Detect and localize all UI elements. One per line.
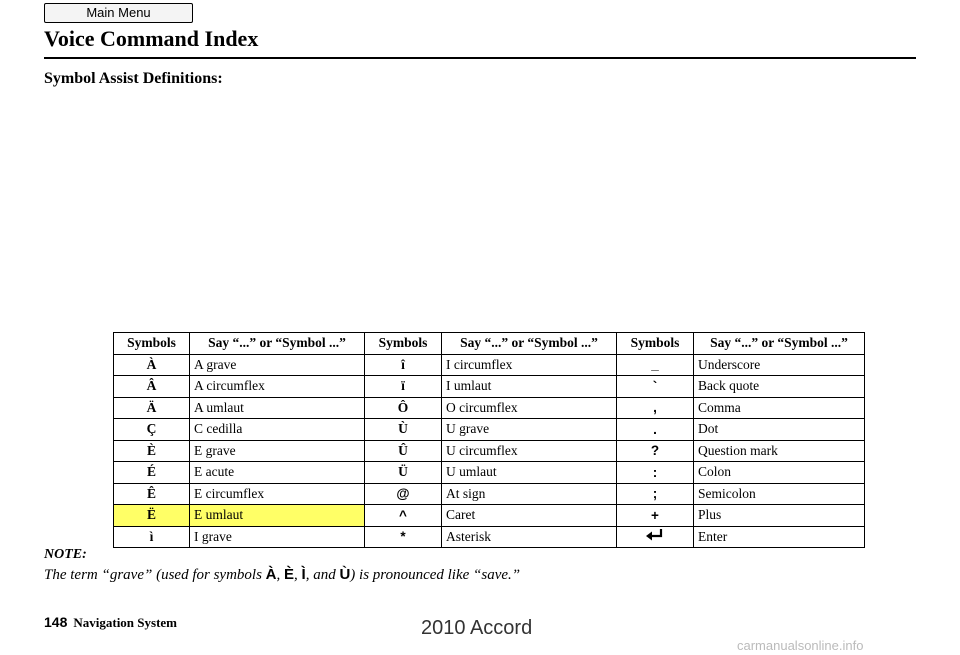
- note-symbol: Ì: [301, 566, 306, 583]
- symbol-cell: _: [617, 354, 694, 376]
- description-cell: Enter: [694, 526, 865, 548]
- note-text: [44, 566, 520, 584]
- description-cell: Underscore: [694, 354, 865, 376]
- table-row: [114, 419, 865, 441]
- symbol-cell: .: [617, 419, 694, 441]
- watermark-site: carmanualsonline.info: [737, 638, 864, 653]
- description-cell: Semicolon: [694, 483, 865, 505]
- note-separator: ,: [276, 567, 285, 583]
- description-cell-highlighted: E umlaut: [190, 505, 365, 527]
- note-symbol: Ù: [339, 566, 351, 583]
- symbol-cell: Â: [114, 376, 190, 398]
- symbol-cell: +: [617, 505, 694, 527]
- symbol-cell: È: [114, 440, 190, 462]
- description-cell: Comma: [694, 397, 865, 419]
- watermark-model: 2010 Accord: [421, 617, 533, 639]
- note-separator: , and: [305, 567, 340, 583]
- description-cell: I grave: [190, 526, 365, 548]
- description-cell: U grave: [442, 419, 617, 441]
- description-cell: U circumflex: [442, 440, 617, 462]
- symbol-cell: `: [617, 376, 694, 398]
- page-footer: [44, 614, 177, 631]
- symbol-cell: î: [365, 354, 442, 376]
- note-separator: ,: [294, 567, 302, 583]
- description-cell: O circumflex: [442, 397, 617, 419]
- description-cell: U umlaut: [442, 462, 617, 484]
- table-row: [114, 354, 865, 376]
- description-cell: I circumflex: [442, 354, 617, 376]
- symbol-cell: [617, 526, 694, 548]
- main-menu-button[interactable]: Main Menu: [44, 3, 193, 23]
- description-cell: E acute: [190, 462, 365, 484]
- symbol-cell: ï: [365, 376, 442, 398]
- header-say-2: Say “...” or “Symbol ...”: [442, 333, 617, 355]
- description-cell: A grave: [190, 354, 365, 376]
- symbol-cell: Ü: [365, 462, 442, 484]
- description-cell: At sign: [442, 483, 617, 505]
- note-symbol: È: [284, 566, 295, 583]
- header-symbols-3: Symbols: [617, 333, 694, 355]
- header-symbols-2: Symbols: [365, 333, 442, 355]
- table-row: [114, 483, 865, 505]
- symbol-cell: Ô: [365, 397, 442, 419]
- table-row: [114, 462, 865, 484]
- description-cell: Plus: [694, 505, 865, 527]
- footer-section: Navigation System: [73, 615, 177, 630]
- table-row: [114, 505, 865, 527]
- note-part-2: ) is pronounced like “save.”: [350, 567, 521, 583]
- note-symbol: À: [265, 566, 277, 583]
- description-cell: A circumflex: [190, 376, 365, 398]
- note-part-1: The term “grave” (used for symbols: [44, 567, 266, 583]
- description-cell: A umlaut: [190, 397, 365, 419]
- description-cell: Caret: [442, 505, 617, 527]
- symbol-cell: É: [114, 462, 190, 484]
- description-cell: Dot: [694, 419, 865, 441]
- description-cell: Back quote: [694, 376, 865, 398]
- header-symbols-1: Symbols: [114, 333, 190, 355]
- symbol-cell: Ù: [365, 419, 442, 441]
- section-subtitle: Symbol Assist Definitions:: [44, 70, 223, 87]
- enter-icon: [645, 528, 665, 542]
- symbol-cell: :: [617, 462, 694, 484]
- table-row: [114, 526, 865, 548]
- table-row: [114, 397, 865, 419]
- page-title: Voice Command Index: [44, 26, 259, 51]
- symbol-cell: À: [114, 354, 190, 376]
- symbol-table: [113, 332, 865, 548]
- symbol-cell: ì: [114, 526, 190, 548]
- header-say-1: Say “...” or “Symbol ...”: [190, 333, 365, 355]
- symbol-cell: Û: [365, 440, 442, 462]
- symbol-cell: Ê: [114, 483, 190, 505]
- description-cell: Question mark: [694, 440, 865, 462]
- symbol-cell: Ç: [114, 419, 190, 441]
- symbol-cell: ;: [617, 483, 694, 505]
- symbol-cell: @: [365, 483, 442, 505]
- symbol-cell: Ä: [114, 397, 190, 419]
- description-cell: C cedilla: [190, 419, 365, 441]
- table-row: [114, 440, 865, 462]
- description-cell: I umlaut: [442, 376, 617, 398]
- description-cell: E circumflex: [190, 483, 365, 505]
- title-divider: [44, 57, 916, 59]
- symbol-cell-highlighted: Ë: [114, 505, 190, 527]
- table-row: [114, 376, 865, 398]
- symbol-cell: ^: [365, 505, 442, 527]
- symbol-cell: ?: [617, 440, 694, 462]
- description-cell: Asterisk: [442, 526, 617, 548]
- table-header-row: [114, 333, 865, 355]
- page-number: 148: [44, 614, 68, 630]
- description-cell: Colon: [694, 462, 865, 484]
- description-cell: E grave: [190, 440, 365, 462]
- symbol-cell: ,: [617, 397, 694, 419]
- note-heading: NOTE:: [44, 547, 87, 562]
- header-say-3: Say “...” or “Symbol ...”: [694, 333, 865, 355]
- symbol-cell: *: [365, 526, 442, 548]
